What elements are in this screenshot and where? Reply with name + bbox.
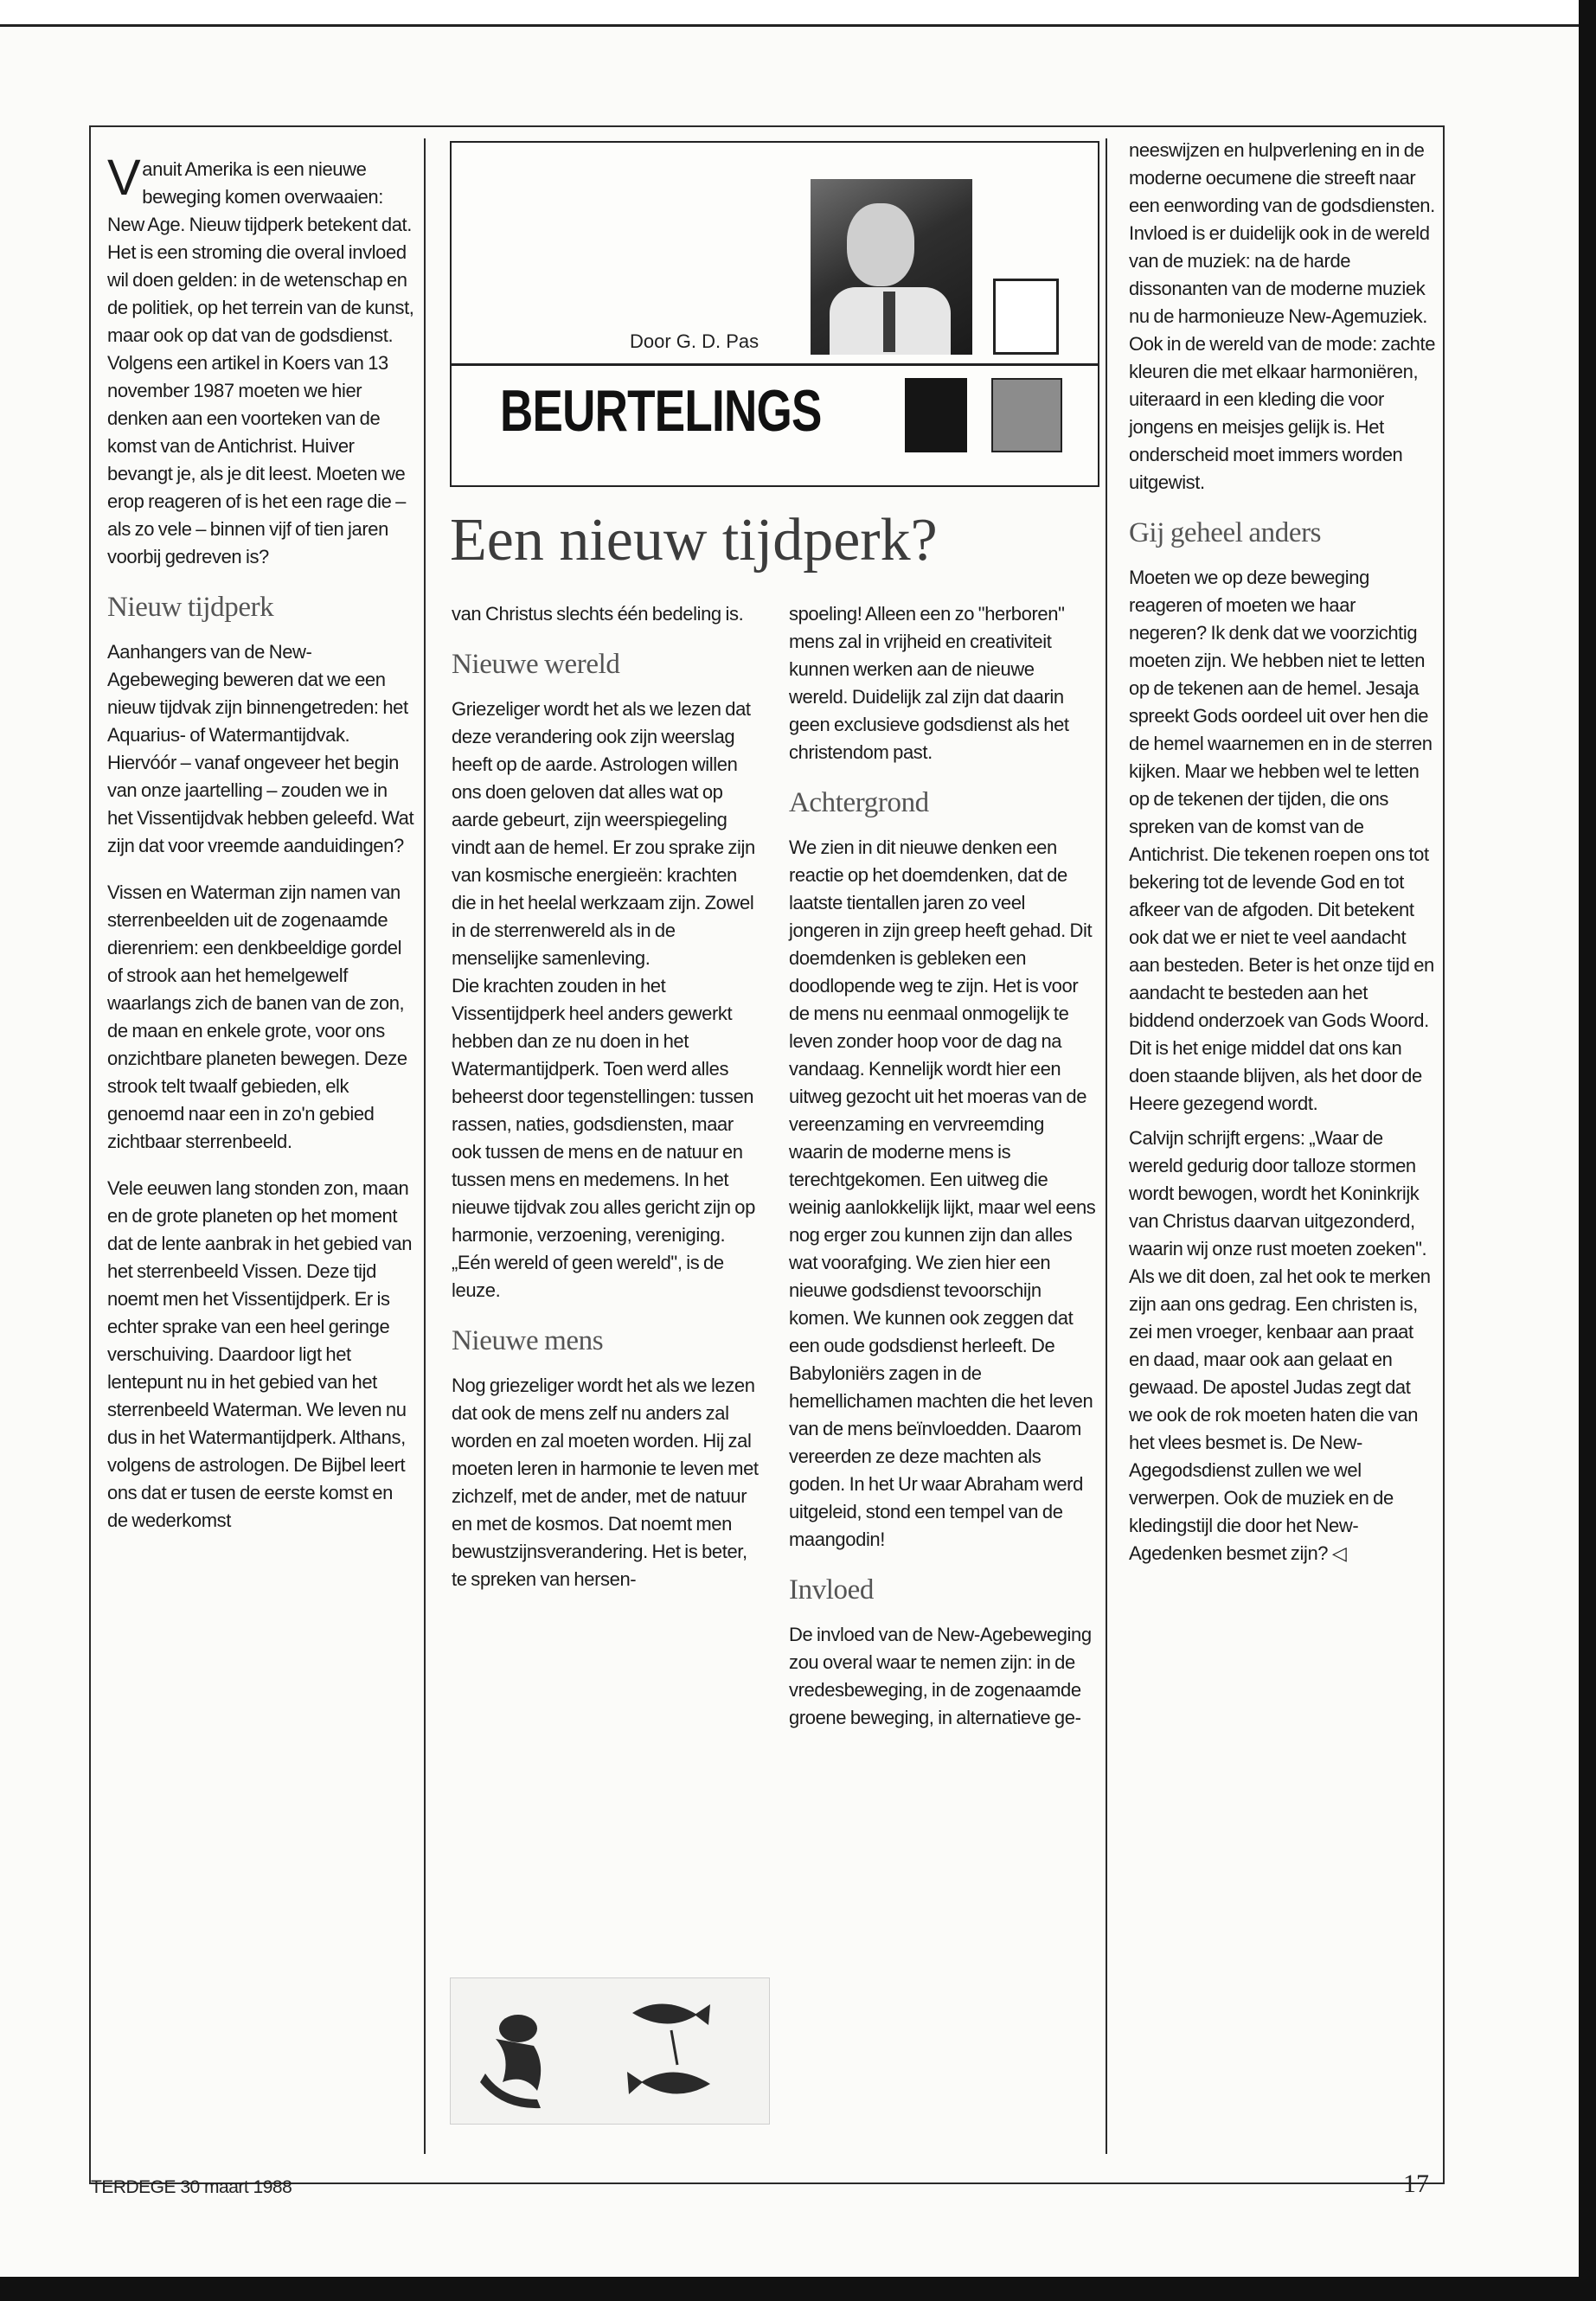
waterman-figure-icon [480,2015,541,2108]
black-square-icon [905,378,967,452]
column-3 [789,600,1096,1751]
heading-nieuwe-wereld: Nieuwe wereld [452,649,620,680]
heading-nieuw-tijdperk: Nieuw tijdperk [107,592,274,623]
bottom-edge [0,2277,1596,2301]
heading-gij-geheel-anders: Gij geheel anders [1129,517,1322,548]
paragraph: Griezeliger wordt het als we lezen dat deze verandering ook zijn weerslag heeft op de aarde. Astrologen willen ons doen geloven dat alles wat op aarde gebeurt, zijn weerspiegeling vindt aan de hemel. Er zou sprake zijn van kosmische energieën: krachten die in het heelal werkzaam zijn. Zowel in de sterrenwereld als in de menselijke samenleving. [452,698,755,969]
paragraph: De invloed van de New-Agebeweging zou overal waar te nemen zijn: in de vredesbeweging, in de zogenaamde groene beweging, in alternatieve ge- [789,1624,1092,1728]
paragraph: neeswijzen en hulpverlening en in de moderne oecumene die streeft naar een eenwording van de godsdiensten. [1129,139,1435,216]
column-1 [107,150,414,1554]
portrait-tie-shape [883,292,895,352]
column-4 [1129,137,1436,1586]
hollow-square-icon [993,279,1059,355]
paragraph: Moeten we op deze beweging reageren of moeten we haar negeren? Ik denk dat we voorzichtig moeten zijn. We hebben niet te letten op de tekenen aan de hemel. Jesaja spreekt Gods oordeel uit over hen die de hemel waarnemen en in de sterren kijken. Maar we hebben wel te letten op de tekenen der tijden, die ons spreken van de komst van de Antichrist. Die tekenen roepen ons tot bekering tot de levende God en tot afkeer van de afgoden. Dit betekent ook dat we er niet te veel aandacht aan besteden. Beter is het onze tijd en aandacht te besteden aan het biddend onderzoek van Gods Woord. Dit is het enige middel dat ons kan doen staande blijven, als het door de Heere gezegend wordt. [1129,567,1434,1114]
column-rule-1 [424,138,426,2154]
paragraph: Nog griezeliger wordt het als we lezen dat ook de mens zelf nu anders zal worden en zal moeten worden. Hij zal moeten leren in harmonie te leven met zichzelf, met de ander, met de natuur en met de kosmos. Dat noemt men bewustzijnsverandering. Het is beter, te spreken van hersen- [452,1375,759,1590]
intro-paragraph: Vanuit Amerika is een nieuwe beweging komen overwaaien: New Age. Nieuw tijdperk betekent dat. Het is een stroming die overal invloed wil doen gelden: in de wetenschap en de politiek, op het terrein van de kunst, maar ook op dat van de godsdienst. Volgens een artikel in Koers van 13 november 1987 moeten we hier denken aan een voorteken van de komst van de Antichrist. Huiver bevangt je, als je dit leest. Moeten we erop reageren of is het een rage die – als zo vele – binnen vijf of tien jaren voorbij gedreven is? [107,150,414,567]
grey-square-icon [991,378,1062,452]
series-title: BEURTELINGS [500,378,822,444]
top-edge [0,0,1596,27]
paragraph: Calvijn schrijft ergens: „Waar de wereld gedurig door talloze stormen wordt bewogen, wordt het Koninkrijk van Christus daarvan uitgezonderd, waarin wij onze rust moeten zoeken". Als we dit doen, zal het ook te merken zijn aan ons gedrag. Een christen is, zei men vroeger, kenbaar aan praat en daad, maar ook aan gelaat en gewaad. De apostel Judas zegt dat we ook de rok moeten haten die van het vlees besmet is. De New-Agegodsdienst zullen we wel verwerpen. Ook de muziek en de kledingstijl die door het New-Agedenken besmet zijn? ◁ [1129,1127,1431,1564]
byline: Door G. D. Pas [630,330,760,352]
paragraph: Aanhangers van de New-Agebeweging beweren dat we een nieuw tijdvak zijn binnengetreden: het Aquarius- of Watermantijdvak. Hiervóór – vanaf ongeveer het begin van onze jaartelling – zouden we in het Vissentijdvak hebben geleefd. Wat zijn dat voor vreemde aanduidingen? [107,641,414,856]
footer-publication: TERDEGE 30 maart 1988 [91,2177,292,2197]
paragraph: We zien in dit nieuwe denken een reactie op het doemdenken, dat de laatste tientallen jaren zo veel jongeren in zijn greep heeft gehad. Dit doemdenken is gebleken een doodlopende weg te zijn. Het is voor de mens nu eenmaal onmogelijk te leven zonder hoop voor de dag na vandaag. Kennelijk wordt hier een uitweg gezocht uit het moeras van de vereenzaming en vervreemding waarin de moderne mens is terechtgekomen. Een uitweg die weinig aanlokkelijk lijkt, maar wel eens nog erger zou kunnen zijn dan alles wat voorafging. We zien hier een nieuwe godsdienst tevoorschijn komen. We kunnen ook zeggen dat een oude godsdienst herleeft. De Babyloniërs zagen in de hemellichamen machten die het leven van de mens beïnvloedden. Daarom vereerden ze deze machten als goden. In het Ur waar Abraham werd uitgeleid, stond een tempel van de maangodin! [789,836,1096,1550]
page-number: 17 [1403,2170,1429,2198]
vissen-fish-icon [627,2003,710,2094]
paragraph: Die krachten zouden in het Vissentijdperk heel anders gewerkt hebben dan ze nu doen in het Watermantijdperk. Toen werd alles beheerst door tegenstellingen: tussen rassen, naties, godsdiensten, maar ook tussen de mens en de natuur en tussen mens en medemens. In het nieuwe tijdvak zou alles gericht zijn op harmonie, verzoening, vereniging. „Eén wereld of geen wereld", is de leuze. [452,975,755,1301]
author-portrait [811,179,972,355]
zodiac-signs-icon [451,1978,771,2125]
title-box-rule [450,363,1099,366]
paragraph: Vele eeuwen lang stonden zon, maan en de grote planeten op het moment dat de lente aanbrak in het gebied van het sterrenbeeld Vissen. Deze tijd noemt men het Vissentijdperk. Er is echter sprake van een heel geringe verschuiving. Daardoor ligt het lentepunt nu in het gebied van het sterrenbeeld Waterman. We leven nu dus in het Watermantijdperk. Althans, volgens de astrologen. De Bijbel leert ons dat er tusen de eerste komst en de wederkomst [107,1177,413,1531]
paragraph: Invloed is er duidelijk ook in de wereld van de muziek: na de harde dissonanten van de moderne muziek nu de harmonieuze New-Agemuziek. Ook in de wereld van de mode: zachte kleuren die met elkaar harmoniëren, uiteraard in een kleding die voor jongens en meisjes gelijk is. Het onderscheid moet immers worden uitgewist. [1129,222,1436,493]
portrait-head-shape [847,203,914,286]
paragraph: spoeling! Alleen een zo "herboren" mens zal in vrijheid en creativiteit kunnen werken aan de nieuwe wereld. Duidelijk zal zijn dat daarin geen exclusieve godsdienst als het christendom past. [789,603,1069,763]
right-edge [1579,0,1596,2301]
paragraph: van Christus slechts één bedeling is. [452,603,744,625]
article-headline: Een nieuw tijdperk? [450,507,938,574]
heading-nieuwe-mens: Nieuwe mens [452,1325,604,1356]
heading-invloed: Invloed [789,1574,875,1606]
drop-cap: V [107,150,141,206]
paragraph: Vissen en Waterman zijn namen van sterrenbeelden uit de zogenaamde dierenriem: een denkbeeldige gordel of strook aan het hemelgewelf waarlangs zich de banen van de zon, de maan en enkele grote, voor ons onzichtbare planeten bewegen. Deze strook telt twaalf gebieden, elk genoemd naar een in zo'n gebied zichtbaar sterrenbeeld. [107,881,407,1152]
column-rule-3 [1106,138,1107,2154]
column-2 [452,600,759,1612]
heading-achtergrond: Achtergrond [789,787,929,818]
zodiac-illustration [450,1977,770,2125]
end-mark-icon: ◁ [1331,1542,1347,1564]
